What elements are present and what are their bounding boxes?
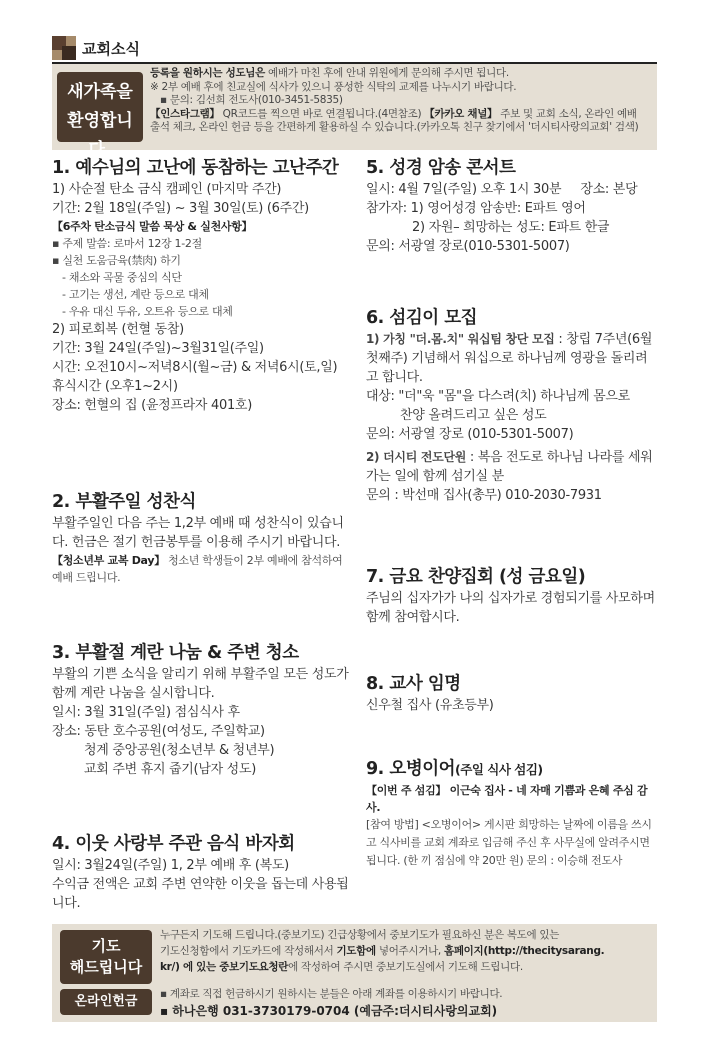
list-item: - 우유 대신 두유, 오트유 등으로 대체 — [62, 305, 233, 318]
text-line: 2) 피로회복 (헌혈 동참) — [52, 322, 184, 337]
text-line: 참가자: 1) 영어성경 암송반: E파트 영어 — [366, 201, 586, 216]
text-line: 교회 주변 휴지 줍기(남자 성도) — [84, 762, 256, 777]
header-logo-block — [62, 46, 76, 60]
instagram-label: 【인스타그램】 — [150, 107, 220, 120]
badge-line: 기도 — [91, 937, 121, 955]
sub-heading: 【6주차 탄소금식 말씀 묵상 & 실천사항】 — [52, 220, 253, 233]
recruit-2-text: : 복음 전도로 하나님 나라를 세워가는 일에 함께 섬기실 분 — [366, 450, 653, 484]
section-title: 5. 성경 암송 콘서트 — [366, 158, 516, 178]
text-line: 2) 자원– 희망하는 성도: E파트 한글 — [412, 220, 610, 235]
kakao-label: 【카카오 채널】 — [424, 107, 498, 120]
text-line: 문의: 서광열 장로(010-5301-5007) — [366, 239, 570, 254]
section-title: 4. 이웃 사랑부 주관 음식 바자회 — [52, 834, 295, 854]
homepage-link[interactable]: kr/) 에 있는 중보기도요청란 — [160, 961, 289, 973]
prayer-line: 누구든지 기도해 드립니다.(중보기도) 긴급상황에서 중보기도가 필요하신 분은 복도에 있는 — [160, 929, 560, 941]
lead-text: 예배가 마친 후에 안내 위원에게 문의해 주시면 됩니다. — [264, 67, 509, 79]
text-line: 찬양 올려드리고 싶은 성도 — [400, 408, 547, 423]
recruit-1-text: : 창립 7주년(6월 첫째주) 기념해서 워십으로 하나님께 영광을 돌리려고 합니다. — [366, 332, 653, 385]
header-logo-block — [52, 50, 62, 60]
header-logo-block — [66, 36, 76, 46]
text-line: 장소: 동탄 호수공원(여성도, 주일학교) — [52, 724, 265, 739]
text-line: 문의: 서광열 장로 (010-5301-5007) — [366, 427, 574, 442]
list-item: - 고기는 생선, 계란 등으로 대체 — [62, 288, 209, 301]
method-text: [참여 방법] <오병이어> 게시판 희망하는 날짜에 이름을 쓰시고 식사비를 교회 계좌로 입금해 주신 후 사무실에 알려주시면 됩니다. (한 끼 점심에 약 20만 원) 문의 : 이승해 전도사 — [366, 818, 652, 867]
prayer-text: 에 작성하여 주시면 중보기도실에서 기도해 드립니다. — [288, 961, 523, 973]
prayer-text: 기도신청함에서 기도카드에 작성해서서 — [160, 945, 337, 957]
youth-text: 청소년 학생들이 2부 예배에 참석하여 예배 드립니다. — [52, 554, 343, 584]
online-offering-badge: 온라인헌금 — [60, 989, 152, 1015]
section-1 — [52, 156, 352, 415]
recruit-2-label: 2) 더시티 전도단원 — [366, 450, 467, 464]
section-9 — [366, 757, 656, 870]
text-line: 시간: 오전10시~저녁8시(월~금) & 저녁6시(토,일) — [52, 360, 338, 375]
list-item: - 채소와 곡물 중심의 식단 — [62, 271, 182, 284]
lunch-note: ※ 2부 예배 후에 친교실에 식사가 있으니 풍성한 식탁의 교제를 나누시기 바랍니다. — [150, 80, 517, 93]
section-title: 1. 예수님의 고난에 동참하는 고난주간 — [52, 158, 339, 178]
section-6 — [366, 306, 656, 505]
text-line: 휴식시간 (오후1~2시) — [52, 379, 178, 394]
section-title: 8. 교사 임명 — [366, 674, 461, 694]
section-2 — [52, 490, 352, 586]
text-line: 1) 사순절 탄소 금식 캠페인 (마지막 주간) — [52, 182, 282, 197]
prayer-box-label: 기도함에 — [336, 945, 376, 957]
section-4 — [52, 832, 352, 913]
text-line: 일시: 3월 31일(주일) 점심식사 후 — [52, 705, 240, 720]
section-body: 부활주일인 다음 주는 1,2부 예배 때 성찬식이 있습니다. 헌금은 절기 헌금봉투를 이용해 주시기 바랍니다. — [52, 516, 344, 550]
lead-bold: 등록을 원하시는 성도님은 — [150, 67, 265, 79]
new-family-badge — [57, 72, 143, 160]
text-line: 청계 중앙공원(청소년부 & 청년부) — [84, 743, 275, 758]
text-line: 부활의 기쁜 소식을 알리기 위해 부활주일 모든 성도가 함께 계란 나눔을 실시합니다. — [52, 667, 349, 701]
section-body: 신우철 집사 (유초등부) — [366, 698, 494, 713]
section-title: 2. 부활주일 성찬식 — [52, 492, 196, 512]
bank-account: ▪ 하나은행 031-3730179-0704 (예금주:더시티사랑의교회) — [160, 1004, 498, 1018]
text-line: 기간: 2월 18일(주일) ~ 3월 30일(토) (6주간) — [52, 201, 309, 216]
youth-label: 【청소년부 교복 Day】 — [52, 554, 165, 567]
homepage-link[interactable]: 홈페이지(http://thecitysarang. — [444, 945, 605, 957]
section-3 — [52, 641, 352, 779]
prayer-text: 넣어주시거나, — [375, 945, 444, 957]
prayer-badge — [60, 930, 152, 984]
section-title: 7. 금요 찬양집회 (성 금요일) — [366, 567, 586, 587]
list-item: ▪ 주제 말씀: 로마서 12장 1-2절 — [52, 237, 202, 250]
text-line: 장소: 헌혈의 집 (윤정프라자 401호) — [52, 398, 252, 413]
badge-line: 환영합니다. — [67, 111, 133, 160]
section-5 — [366, 156, 656, 256]
badge-line: 새가족을 — [67, 82, 133, 102]
section-title: 9. 오병이어 — [366, 759, 456, 779]
text-line: 기간: 3월 24일(주일)~3월31일(주일) — [52, 341, 264, 356]
section-8 — [366, 672, 656, 715]
kakao-text-2: 출석 체크, 온라인 헌금 등을 간편하게 활용하실 수 있습니다.(카카오톡 친구 찾기에서 '더시티사랑의교회' 검색) — [150, 121, 639, 133]
badge-line: 해드립니다 — [69, 958, 143, 976]
text-line: 일시: 4월 7일(주일) 오후 1시 30분 장소: 본당 — [366, 182, 638, 197]
new-family-info — [150, 67, 650, 135]
text-line: 일시: 3월24일(주일) 1, 2부 예배 후 (복도) — [52, 858, 289, 873]
prayer-info — [160, 927, 652, 975]
contact-line: ▪ 문의: 김선희 전도사(010-3451-5835) — [160, 94, 343, 106]
text-line: 대상: "더"욱 "몸"을 다스려(치) 하나님께 몸으로 — [366, 389, 630, 404]
section-title: 3. 부활절 계란 나눔 & 주변 청소 — [52, 643, 299, 663]
text-line: 문의 : 박선매 집사(총무) 010-2030-7931 — [366, 488, 602, 503]
offering-note: ▪ 계좌로 직접 헌금하시기 원하시는 분들은 아래 계좌를 이용하시기 바랍니다. — [160, 988, 503, 1000]
section-7 — [366, 565, 656, 627]
list-item: ▪ 실천 도움금육(禁肉) 하기 — [52, 254, 181, 267]
recruit-1-label: 1) 가칭 "더.몸.치" 워십팀 창단 모집 — [366, 332, 555, 346]
section-title: 6. 섬김이 모집 — [366, 308, 478, 328]
this-week-line: 【이번 주 섬김】 이근숙 집사 - 네 자매 기쁨과 은혜 주심 감사. — [366, 784, 648, 814]
instagram-text: QR코드를 찍으면 바로 연결됩니다.(4면참조) — [219, 107, 425, 120]
text-line: 수익금 전액은 교회 주변 연약한 이웃을 돕는데 사용됩니다. — [52, 877, 349, 911]
section-body: 주님의 십자가가 나의 십자가로 경험되기를 사모하며 함께 참여합시다. — [366, 591, 655, 625]
kakao-text: 주보 및 교회 소식, 온라인 예배 — [497, 107, 637, 120]
page-title: 교회소식 — [82, 40, 140, 58]
section-title-small: (주일 식사 섬김) — [455, 762, 543, 777]
